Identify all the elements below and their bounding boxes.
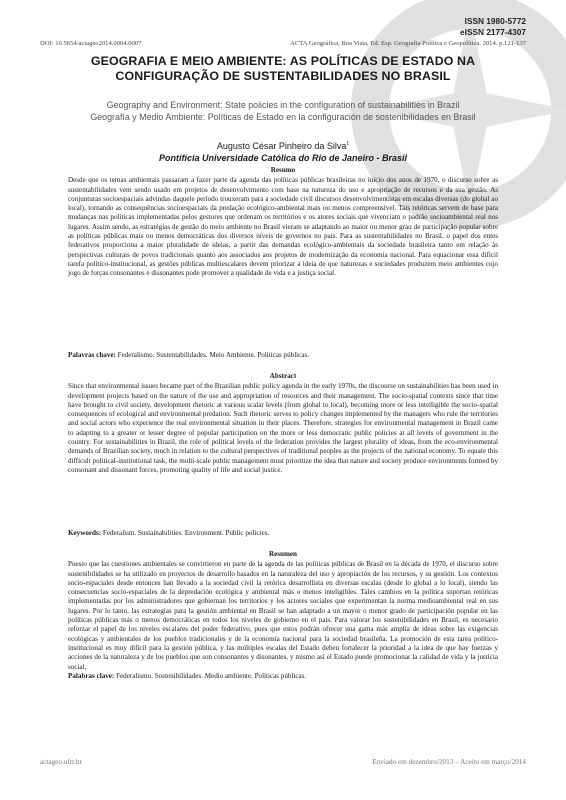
resumen-heading: Resumen — [269, 550, 297, 558]
translated-titles — [40, 100, 526, 123]
resumen-keywords-text: Federalismo. Sostenibilidades. Medio ambiente. Políticas públicas. — [116, 671, 307, 680]
resumen-text: Puesto que las cuestiones ambientales se convirtieron en parte de la agenda de las políticas públicas de Brasil en la década de 1970, el discurso sobre sostenibilidades se ha utilizado en proyectos de desarrollo basados en la naturaleza del uso y apropiación de los recursos, y su gestión. Los contextos socio-espaciales desde entonces han llevado a la sociedad civil la retórica desarrollista en diversas escalas (desde lo global a lo local), siendo las consecuencias socio-espaciales de la depredación ecológica y ambiental más o menos inteligibles. Tales cambios en la política suportan retóricas implementadas por los administradores que gobiernan los territorios y los actores sociales que experimentan la norma medioambiental real en sus lugares. Por lo tanto, las estrategias para la gestión ambiental en Brasil se han adaptado a un mayor o menor grado de participación popular en las políticas públicas más o menos democráticas en todos los niveles de gobierno en el país. Para valorar los sostenibilidades en Brasil, es necesario reforzar el papel de los niveles escalares del poder federativo, pues que estos podrán ofrecer una gama más amplia de ideas sobre las exigencias ecológicas y ambientales de los pueblos tradicionales y de la economía nacional para la sociedad brasileña. La promoción de esta tarea político-institucional es muy difícil para la gestión pública, y las múltiples escalas del Estado deben fortalecer la prioridad a la idea de que hay fuerzas y acciones de la naturaleza y de los pueblos que son consonantes y disonantes, y mismo así el Estado puede promocionar la calidad de vida y la justicia social. — [68, 560, 498, 671]
article-title — [40, 54, 526, 84]
resumo-keywords-label: Palavras chave: — [68, 351, 116, 359]
resumo-section — [68, 166, 498, 279]
abstract-heading: Abstract — [269, 372, 297, 380]
resumo-keywords — [68, 351, 498, 360]
submission-dates: Enviado em dezembro/2013 – Aceito em março/2014 — [372, 758, 526, 766]
resumen-keywords-label: Palabras clave: — [68, 671, 115, 680]
abstract-keywords-label: Keywords: — [68, 529, 102, 537]
title-line-1: GEOGRAFIA E MEIO AMBIENTE: AS POLÍTICAS DE ESTADO NA — [90, 54, 476, 68]
author-footnote-mark: 1 — [346, 141, 350, 147]
author-block — [40, 139, 526, 164]
journal-citation: ACTA Geográfica, Boa Vista, Ed. Esp. Geografia Política e Geopolítica, 2014. p.121-137 — [290, 40, 526, 47]
resumo-text: Desde que os temas ambientais passaram a fazer parte da agenda das políticas públicas brasileiras no início dos anos de 1970, o discurso sobre as sustentabilidades vem sendo usado em projetos de desenvolvimento com base na natureza do uso e apropriação de recursos e da sua gestão. As conjunturas socioespaciais advindas daquele período trouxeram para a sociedade civil discursos desenvolvimentistas em escalas diversas (do global ao local), tornando as consequências socioespaciais da predação ecológico-ambiental mais ou menos compreensível. Tais retóricas servem de base para mudanças nas políticas implementadas pelos gestores que ordenam os territórios e os atores sociais que vivenciam o padrão socioambiental real nos lugares. Assim sendo, as estratégias de gestão do meio ambiente no Brasil vieram se adaptando ao maior ou menor grau de participação popular sobre as políticas públicas mais ou menos democráticas dos diversos níveis de governos no país. Para as sustentabilidades no Brasil, o papel dos entes federativos proporciona a maior pluralidade de ideias, a partir das demandas ecológico-ambientais da sociedade brasileira tanto em relação às perspectivas culturais de povos tradicionais quanto aos associados aos projetos de modernização da economia nacional. Para equacionar essa difícil tarefa político-institucional, as gestões públicas multiescalares devem priorizar a ideia de que naturezas e sociedades produzem meio ambientes cujo jogo de forças consonantes e dissonantes pode promover a qualidade de vida e a justiça social. — [68, 176, 498, 278]
english-title: Geography and Environment: State policies in the configuration of sustainabilities in Brazil — [106, 100, 460, 110]
issn: ISSN 1980-5772 — [464, 16, 526, 26]
author-name: Augusto César Pinheiro da Silva — [216, 141, 347, 151]
citation-line — [40, 40, 526, 47]
title-line-2: CONFIGURAÇÃO DE SUSTENTABILIDADES NO BRASIL — [115, 69, 451, 83]
page-footer — [40, 758, 526, 766]
resumen-section — [68, 550, 498, 681]
eissn: eISSN 2177-4307 — [460, 27, 526, 37]
abstract-keywords-text: Federalism. Sustainabilities. Environment. Public policies. — [102, 529, 270, 537]
author-affiliation: Pontifícia Universidade Católica do Rio de Janeiro - Brasil — [158, 152, 408, 163]
journal-website: actageo.ufrr.br — [40, 758, 82, 766]
doi: DOI: 10.5654/actageo2014.0004.0007 — [40, 40, 142, 47]
abstract-text: Since that environmental issues became part of the Brazilian public policy agenda in the early 1970s, the discourse on sustainabilities has been used in development projects based on the nature of the use and appropriation of resources and their management. The socio-spatial contexts since that time have brought to civil society, development rhetoric at various scalar levels (from global to local), becoming more or less intelligible the socio-spatial consequences of ecological and environmental predation. Such rhetoric serves to policy changes implemented by the managers who rule the territories and social actors who experience the real environmental situation in their places. Therefore, strategies for environmental management in Brazil came to adapting to a greater or lesser degree of popular participation on the more or less democratic public policies at all levels of government in the country. For sustainabilities in Brazil, the role of political levels of the federation provides the largest plurality of ideas, from the eco-environmental demands of Brazilian society, much in relation to the cultural perspectives of traditional peoples as the projects of the national economy. To equate this difficult political-institutional task, the multi-scale public management must prioritize the idea that nature and society produce environments formed by consonant and dissonant forces, promoting quality of life and social justice. — [68, 382, 498, 474]
resumo-keywords-text: Federalismo. Sustentabilidades. Meio Ambiente. Políticas públicas. — [117, 351, 309, 359]
abstract-keywords — [68, 529, 498, 538]
abstract-section — [68, 372, 498, 475]
resumo-heading: Resumo — [270, 166, 296, 174]
issn-block — [460, 16, 526, 38]
resumen-keywords — [68, 672, 498, 681]
spanish-title: Geografía y Medio Ambiente: Políticas de Estado en la configuración de sostenibilidades en Brasil — [90, 111, 476, 122]
